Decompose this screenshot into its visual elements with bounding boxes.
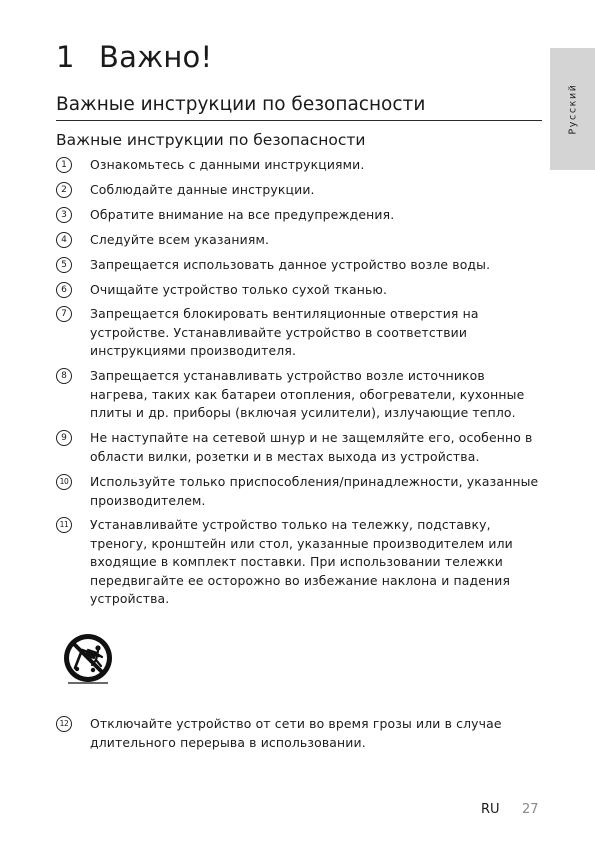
footer-language: RU bbox=[481, 802, 500, 817]
list-item bbox=[56, 156, 542, 175]
item-number-marker: 5 bbox=[56, 257, 72, 273]
item-number-marker: 3 bbox=[56, 207, 72, 223]
item-text: Ознакомьтесь с данными инструкциями. bbox=[90, 157, 365, 172]
list-item bbox=[56, 305, 542, 361]
item-text: Запрещается использовать данное устройство возле воды. bbox=[90, 257, 491, 272]
chapter-title bbox=[56, 40, 212, 74]
item-text: Запрещается блокировать вентиляционные отверстия на устройстве. Устанавливайте устройство в соответствии инструкциями производителя. bbox=[90, 306, 479, 359]
item-number-marker: 2 bbox=[56, 182, 72, 198]
chapter-number: 1 bbox=[56, 40, 75, 74]
list-item bbox=[56, 367, 542, 423]
item-number-marker: 1 bbox=[56, 157, 72, 173]
item-number-marker: 6 bbox=[56, 282, 72, 298]
item-number-marker: 9 bbox=[56, 430, 72, 446]
list-item bbox=[56, 715, 542, 752]
item-number-marker: 11 bbox=[56, 517, 72, 533]
chapter-title-text: Важно! bbox=[99, 40, 213, 74]
language-tab bbox=[550, 48, 595, 170]
item-text: Очищайте устройство только сухой тканью. bbox=[90, 282, 388, 297]
item-text: Запрещается устанавливать устройство возле источников нагрева, таких как батареи отопления, обогреватели, кухонные плиты и др. приборы (включая усилители), излучающие тепло. bbox=[90, 368, 525, 421]
cart-tip-over-warning-icon bbox=[62, 632, 114, 684]
item-number-marker: 8 bbox=[56, 368, 72, 384]
item-text: Используйте только приспособления/принадлежности, указанные производителем. bbox=[90, 474, 539, 508]
sub-title: Важные инструкции по безопасности bbox=[56, 131, 366, 149]
list-item bbox=[56, 281, 542, 300]
item-number-marker: 10 bbox=[56, 474, 72, 490]
page-number: 27 bbox=[522, 802, 539, 817]
item-text: Устанавливайте устройство только на тележку, подставку, треногу, кронштейн или стол, указанные производителем или входящие в комплект поставки. При использовании тележки передвигайте ее осторожно во избежание наклона и падения устройства. bbox=[90, 517, 513, 607]
item-text: Отключайте устройство от сети во время грозы или в случае длительного перерыва в использовании. bbox=[90, 716, 502, 750]
list-item bbox=[56, 181, 542, 200]
item-text: Соблюдайте данные инструкции. bbox=[90, 182, 315, 197]
item-number-marker: 4 bbox=[56, 232, 72, 248]
item-number-marker: 7 bbox=[56, 306, 72, 322]
list-item bbox=[56, 231, 542, 250]
item-number-marker: 12 bbox=[56, 716, 72, 732]
list-item bbox=[56, 206, 542, 225]
list-item bbox=[56, 473, 542, 510]
list-item bbox=[56, 429, 542, 466]
list-item bbox=[56, 516, 542, 609]
list-item bbox=[56, 256, 542, 275]
item-text: Следуйте всем указаниям. bbox=[90, 232, 270, 247]
item-text: Обратите внимание на все предупреждения. bbox=[90, 207, 395, 222]
language-tab-label: Русский bbox=[567, 83, 578, 135]
section-title: Важные инструкции по безопасности bbox=[56, 94, 542, 121]
item-text: Не наступайте на сетевой шнур и не защемляйте его, особенно в области вилки, розетки и в местах выхода из устройства. bbox=[90, 430, 533, 464]
